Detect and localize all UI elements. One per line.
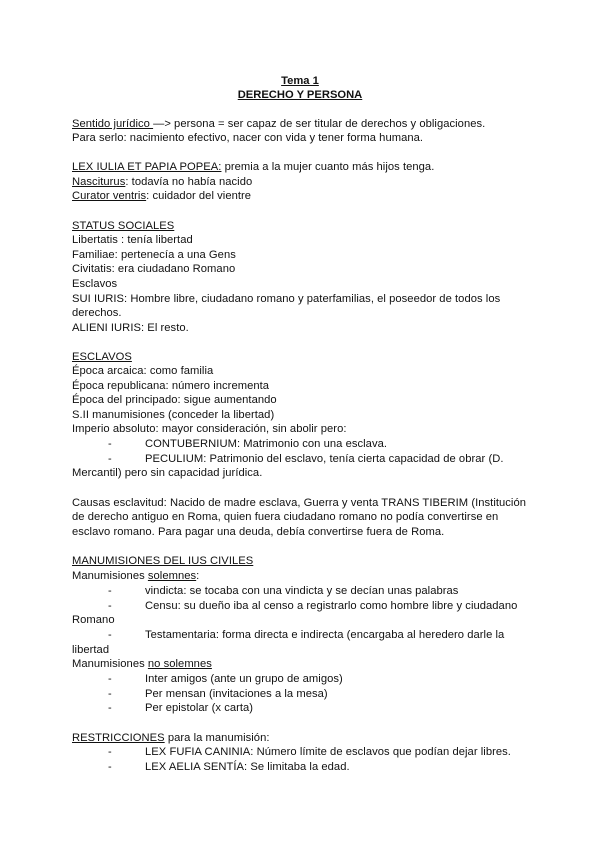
lex-iulia-line bbox=[72, 160, 434, 174]
sentido-line bbox=[72, 117, 485, 131]
document-subtitle: DERECHO Y PERSONA bbox=[237, 89, 363, 101]
status-line: Esclavos bbox=[72, 278, 118, 290]
status-line: derechos. bbox=[72, 307, 122, 319]
no-solemnes-term: no solemnes bbox=[147, 658, 212, 670]
solemnes-line bbox=[72, 569, 199, 583]
bullet-dash: - bbox=[108, 746, 112, 758]
solemnes-item: Testamentaria: forma directa e indirecta (encargaba al heredero darle la bbox=[145, 629, 505, 641]
esclavos-heading: ESCLAVOS bbox=[72, 351, 132, 363]
sentido-term: Sentido jurídico bbox=[72, 118, 154, 130]
esclavos-line: Época arcaica: como familia bbox=[72, 365, 214, 377]
esclavos-line: Imperio absoluto: mayor consideración, sin abolir pero: bbox=[72, 423, 347, 435]
solemnes-suffix: : bbox=[196, 570, 200, 582]
solemnes-prefix: Manumisiones bbox=[72, 570, 148, 582]
status-line: SUI IURIS: Hombre libre, ciudadano romano y paterfamilias, el poseedor de todos los bbox=[72, 293, 501, 305]
causas-line: de derecho antiguo en Roma, quien fuera ciudadano romano no podía convertirse en bbox=[72, 511, 499, 523]
esclavos-continuation: Mercantil) pero sin capacidad jurídica. bbox=[72, 467, 263, 479]
solemnes-item: Censu: su dueño iba al censo a registrarlo como hombre libre y ciudadano bbox=[145, 600, 518, 612]
curator-term: Curator ventris bbox=[72, 190, 147, 202]
esclavos-line: Época republicana: número incrementa bbox=[72, 380, 270, 392]
restricciones-term: RESTRICCIONES bbox=[72, 732, 165, 744]
status-line: Civitatis: era ciudadano Romano bbox=[72, 263, 236, 275]
restricciones-item: LEX FUFIA CANINIA: Número límite de esclavos que podían dejar libres. bbox=[145, 746, 511, 758]
esclavos-line: Época del principado: sigue aumentando bbox=[72, 394, 277, 406]
status-heading: STATUS SOCIALES bbox=[72, 220, 175, 232]
no-solemnes-item: Per mensan (invitaciones a la mesa) bbox=[145, 688, 328, 700]
sentido-line-2: Para serlo: nacimiento efectivo, nacer con vida y tener forma humana. bbox=[72, 132, 424, 144]
bullet-dash: - bbox=[108, 688, 112, 700]
restricciones-text: para la manumisión: bbox=[164, 732, 270, 744]
esclavos-bullet-item: PECULIUM: Patrimonio del esclavo, tenía cierta capacidad de obrar (D. bbox=[145, 453, 504, 465]
causas-line: Causas esclavitud: Nacido de madre esclava, Guerra y venta TRANS TIBERIM (Institución bbox=[72, 497, 527, 509]
sentido-definition: —> persona = ser capaz de ser titular de derechos y obligaciones. bbox=[153, 118, 486, 130]
status-line: ALIENI IURIS: El resto. bbox=[72, 322, 189, 334]
no-solemnes-item: Inter amigos (ante un grupo de amigos) bbox=[145, 673, 343, 685]
solemnes-continuation: Romano bbox=[72, 614, 115, 626]
bullet-dash: - bbox=[108, 673, 112, 685]
no-solemnes-prefix: Manumisiones bbox=[72, 658, 148, 670]
esclavos-line: S.II manumisiones (conceder la libertad) bbox=[72, 409, 275, 421]
nasciturus-term: Nasciturus bbox=[72, 176, 126, 188]
bullet-dash: - bbox=[108, 453, 112, 465]
causas-line: esclavo romano. Para pagar una deuda, debía convertirse fuera de Roma. bbox=[72, 526, 445, 538]
solemnes-term: solemnes bbox=[147, 570, 197, 582]
restricciones-item: LEX AELIA SENTÍA: Se limitaba la edad. bbox=[145, 761, 350, 773]
curator-line bbox=[72, 189, 251, 203]
bullet-dash: - bbox=[108, 702, 112, 714]
solemnes-continuation: libertad bbox=[72, 644, 110, 656]
document-title: Tema 1 bbox=[281, 75, 319, 87]
status-line: Familiae: pertenecía a una Gens bbox=[72, 249, 236, 261]
manumisiones-heading: MANUMISIONES DEL IUS CIVILES bbox=[72, 555, 254, 567]
esclavos-bullet-item: CONTUBERNIUM: Matrimonio con una esclava. bbox=[145, 438, 388, 450]
no-solemnes-item: Per epistolar (x carta) bbox=[145, 702, 254, 714]
nasciturus-text: : todavía no había nacido bbox=[125, 176, 253, 188]
bullet-dash: - bbox=[108, 761, 112, 773]
curator-text: : cuidador del vientre bbox=[146, 190, 252, 202]
restricciones-line bbox=[72, 731, 270, 745]
bullet-dash: - bbox=[108, 585, 112, 597]
bullet-dash: - bbox=[108, 438, 112, 450]
lex-iulia-text: premia a la mujer cuanto más hijos tenga. bbox=[221, 161, 435, 173]
bullet-dash: - bbox=[108, 629, 112, 641]
no-solemnes-line bbox=[72, 657, 212, 671]
bullet-dash: - bbox=[108, 600, 112, 612]
status-line: Libertatis : tenía libertad bbox=[72, 234, 193, 246]
lex-iulia-term: LEX IULIA ET PAPIA POPEA: bbox=[72, 161, 222, 173]
nasciturus-line bbox=[72, 175, 252, 189]
solemnes-item: vindicta: se tocaba con una vindicta y se decían unas palabras bbox=[145, 585, 459, 597]
